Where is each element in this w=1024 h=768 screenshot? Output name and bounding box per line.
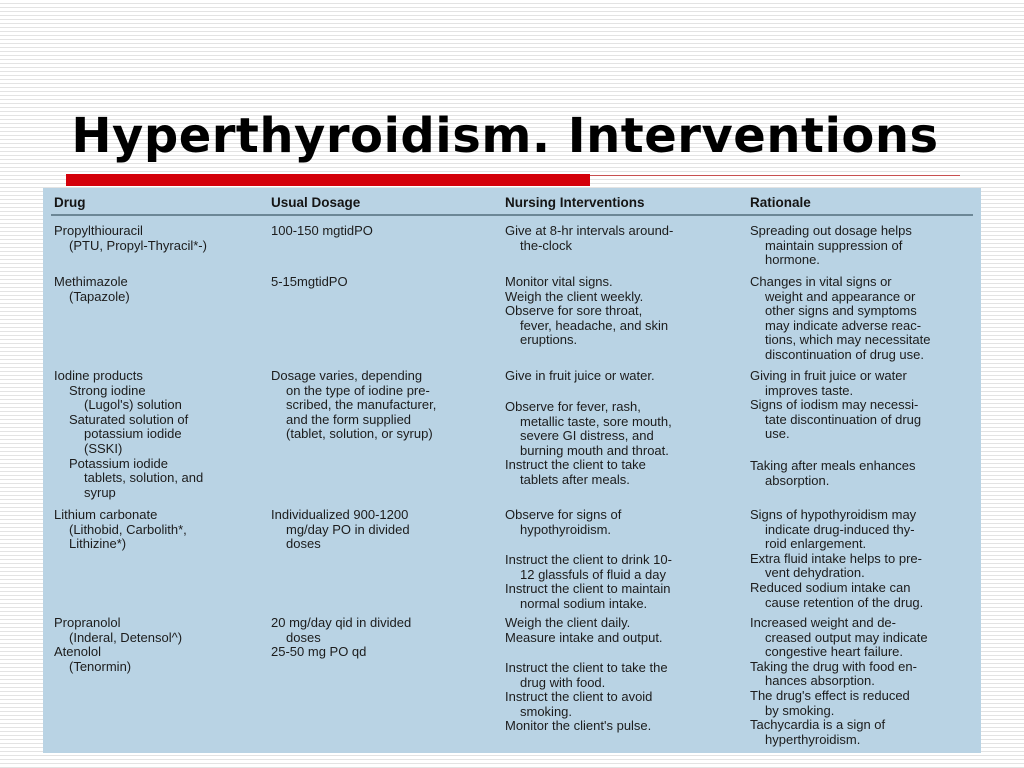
cell-line: fever, headache, and skin [520, 317, 669, 333]
cell-line: drug with food. [520, 674, 606, 690]
header-rationale: Rationale [750, 195, 811, 210]
rationale-cell [750, 369, 921, 442]
cell-line: other signs and symptoms [765, 303, 917, 319]
cell-line: 25-50 mg PO qd [271, 644, 367, 660]
cell-line: cause retention of the drug. [765, 594, 924, 610]
rationale-cell [750, 224, 912, 268]
drug-cell [54, 369, 203, 500]
cell-line: syrup [84, 484, 116, 500]
cell-line: Spreading out dosage helps [750, 223, 912, 238]
cell-line: Instruct the client to take [505, 457, 646, 473]
rationale-cell [750, 459, 915, 488]
cell-line: Give at 8-hr intervals around- [505, 223, 674, 238]
dosage-cell [271, 275, 348, 290]
intervention-cell [505, 369, 655, 384]
cell-line: hormone. [765, 252, 820, 268]
cell-line: potassium iodide [84, 426, 182, 442]
cell-line: Giving in fruit juice or water [750, 368, 907, 383]
cell-line: creased output may indicate [765, 629, 928, 645]
header-usual-dosage: Usual Dosage [271, 195, 361, 210]
cell-line: indicate drug-induced thy- [765, 521, 915, 537]
slide-title: Hyperthyroidism. Interventions [71, 108, 939, 164]
title-underline-rule [590, 175, 960, 176]
cell-line: congestive heart failure. [765, 644, 904, 660]
cell-line: normal sodium intake. [520, 595, 648, 611]
cell-line: tablets, solution, and [84, 470, 204, 486]
cell-line: Instruct the client to drink 10- [505, 552, 672, 567]
cell-line: tablets after meals. [520, 471, 630, 487]
cell-line: eruptions. [520, 332, 578, 348]
cell-line: (PTU, Propyl-Thyracil*-) [69, 237, 207, 253]
cell-line: (Inderal, Detensol^) [69, 629, 183, 645]
cell-line: tate discontinuation of drug [765, 411, 922, 427]
cell-line: on the type of iodine pre- [286, 382, 430, 398]
cell-line: Tachycardia is a sign of [750, 717, 886, 733]
cell-line: Give in fruit juice or water. [505, 368, 655, 383]
drug-cell [54, 616, 182, 674]
cell-line: (tablet, solution, or syrup) [286, 426, 433, 442]
rationale-cell [750, 275, 930, 363]
cell-line: and the form supplied [286, 411, 412, 427]
cell-line: (Tenormin) [69, 658, 132, 674]
cell-line: Individualized 900-1200 [271, 507, 409, 522]
cell-line: (Tapazole) [69, 288, 130, 304]
cell-line: Atenolol [54, 644, 101, 660]
cell-line: hances absorption. [765, 673, 875, 689]
cell-line: maintain suppression of [765, 237, 903, 253]
dosage-cell [271, 224, 373, 239]
drug-cell [54, 275, 130, 304]
cell-line: smoking. [520, 703, 573, 719]
cell-line: weight and appearance or [765, 288, 916, 304]
cell-line: scribed, the manufacturer, [286, 397, 437, 413]
cell-line: hyperthyroidism. [765, 731, 861, 747]
cell-line: Methimazole [54, 274, 128, 289]
header-nursing-interventions: Nursing Interventions [505, 195, 645, 210]
cell-line: hypothyroidism. [520, 521, 612, 537]
cell-line: Signs of hypothyroidism may [750, 507, 917, 522]
cell-line: use. [765, 426, 790, 442]
cell-line: 12 glassfuls of fluid a day [520, 566, 666, 582]
cell-line: discontinuation of drug use. [765, 346, 924, 362]
title-underline-bar [66, 174, 590, 186]
cell-line: Taking the drug with food en- [750, 658, 917, 674]
header-rule [51, 214, 973, 216]
cell-line: vent dehydration. [765, 565, 865, 581]
cell-line: Lithium carbonate [54, 507, 158, 522]
cell-line: Observe for fever, rash, [505, 399, 641, 414]
cell-line: severe GI distress, and [520, 428, 654, 444]
dosage-cell [271, 508, 410, 552]
intervention-cell [505, 224, 673, 253]
intervention-cell [505, 508, 621, 537]
cell-line: (SSKI) [84, 440, 123, 456]
cell-line: Iodine products [54, 368, 143, 383]
cell-line: doses [286, 536, 321, 552]
intervention-cell [505, 553, 672, 611]
cell-line: Propylthiouracil [54, 223, 143, 238]
cell-line: Taking after meals enhances [750, 458, 916, 473]
intervention-cell [505, 661, 668, 734]
cell-line: Observe for signs of [505, 507, 622, 522]
drug-table [43, 188, 981, 753]
cell-line: Reduced sodium intake can [750, 579, 911, 595]
dosage-cell [271, 616, 411, 660]
intervention-cell [505, 275, 668, 348]
cell-line: tions, which may necessitate [765, 332, 931, 348]
cell-line: (Lugol's) solution [84, 397, 182, 413]
drug-cell [54, 224, 207, 253]
cell-line: 5-15mgtidPO [271, 274, 348, 289]
cell-line: Weigh the client weekly. [505, 288, 644, 304]
intervention-cell [505, 400, 672, 488]
cell-line: Instruct the client to take the [505, 660, 668, 675]
cell-line: Monitor vital signs. [505, 274, 613, 289]
cell-line: Monitor the client's pulse. [505, 718, 652, 734]
cell-line: 100-150 mgtidPO [271, 223, 373, 238]
cell-line: Potassium iodide [69, 455, 168, 471]
cell-line: Observe for sore throat, [505, 303, 643, 319]
header-drug: Drug [54, 195, 86, 210]
cell-line: burning mouth and throat. [520, 442, 669, 458]
cell-line: Dosage varies, depending [271, 368, 423, 383]
cell-line: metallic taste, sore mouth, [520, 413, 672, 429]
cell-line: Propranolol [54, 615, 121, 630]
cell-line: Increased weight and de- [750, 615, 896, 630]
cell-line: Weigh the client daily. [505, 615, 631, 630]
drug-cell [54, 508, 187, 552]
cell-line: Instruct the client to avoid [505, 689, 653, 705]
intervention-cell [505, 616, 663, 645]
cell-line: 20 mg/day qid in divided [271, 615, 412, 630]
cell-line: Changes in vital signs or [750, 274, 892, 289]
cell-line: Extra fluid intake helps to pre- [750, 550, 922, 566]
cell-line: by smoking. [765, 702, 835, 718]
cell-line: Lithizine*) [69, 536, 127, 552]
rationale-cell [750, 616, 928, 747]
cell-line: absorption. [765, 472, 830, 488]
cell-line: may indicate adverse reac- [765, 317, 922, 333]
cell-line: mg/day PO in divided [286, 521, 410, 537]
dosage-cell [271, 369, 436, 442]
cell-line: Measure intake and output. [505, 629, 663, 645]
rationale-cell [750, 508, 923, 610]
cell-line: improves taste. [765, 382, 854, 398]
cell-line: Signs of iodism may necessi- [750, 397, 919, 413]
cell-line: Saturated solution of [69, 411, 189, 427]
cell-line: doses [286, 629, 321, 645]
cell-line: roid enlargement. [765, 536, 867, 552]
cell-line: the-clock [520, 237, 573, 253]
cell-line: Instruct the client to maintain [505, 581, 671, 597]
cell-line: Strong iodine [69, 382, 146, 398]
cell-line: (Lithobid, Carbolith*, [69, 521, 187, 537]
cell-line: The drug's effect is reduced [750, 687, 910, 703]
